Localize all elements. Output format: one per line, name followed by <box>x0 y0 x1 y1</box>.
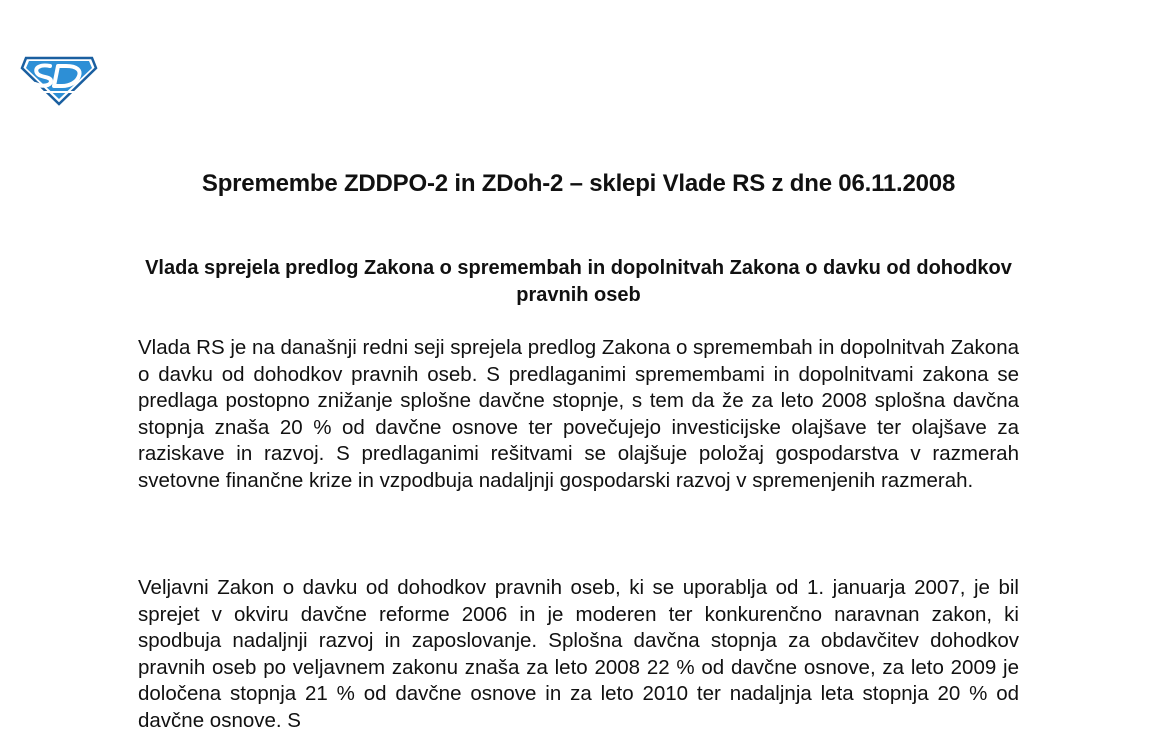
body-paragraph-1: Vlada RS je na današnji redni seji sprejela predlog Zakona o spremembah in dopolnitvah Zakona o davku od dohodkov pravnih oseb. S predlaganimi spremembami in dopolnitvami zakona se predlaga postopno znižanje splošne davčne stopnje, s tem da že za leto 2008 splošna davčna stopnja znaša 20 % od davčne osnove ter povečujejo investicijske olajšave ter olajšave za raziskave in razvoj. S predlaganimi rešitvami se olajšuje položaj gospodarstva v razmerah svetovne finančne krize in vzpodbuja nadaljnji gospodarski razvoj v spremenjenih razmerah. <box>138 336 1019 492</box>
section-heading: Vlada sprejela predlog Zakona o spremembah in dopolnitvah Zakona o davku od dohodkov pravnih oseb <box>145 257 1012 306</box>
sd-shield-logo-icon <box>20 48 98 106</box>
body-paragraph-2: Veljavni Zakon o davku od dohodkov pravnih oseb, ki se uporablja od 1. januarja 2007, je bil sprejet v okviru davčne reforme 2006 in je moderen ter konkurenčno naravnan zakon, ki spodbuja nadaljnji razvoj in zaposlovanje. Splošna davčna stopnja za obdavčitev dohodkov pravnih oseb po veljavnem zakonu znaša za leto 2008 22 % od davčne osnove, za leto 2009 je določena stopnja 21 % od davčne osnove in za leto 2010 ter nadaljnja leta stopnja 20 % od davčne osnove. S <box>138 576 1019 732</box>
document-title: Spremembe ZDDPO-2 in ZDoh-2 – sklepi Vlade RS z dne 06.11.2008 <box>201 170 956 197</box>
